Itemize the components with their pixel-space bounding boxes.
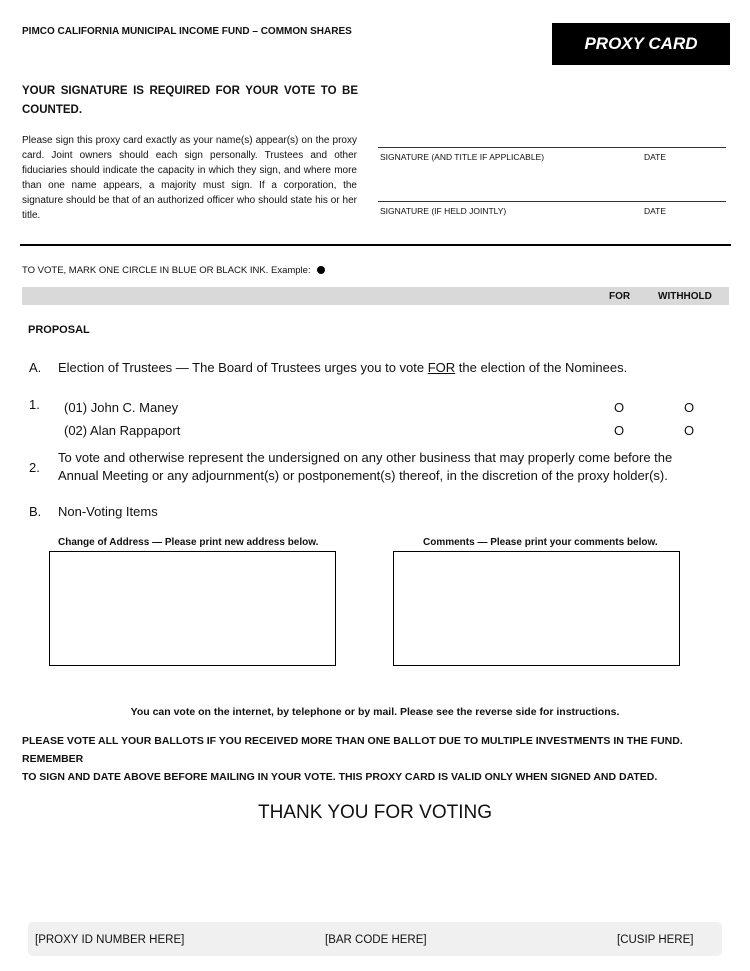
item-a-text-pre: Election of Trustees — The Board of Trustees urges you to vote <box>58 360 428 375</box>
nominee-2-for-circle[interactable]: O <box>614 423 625 438</box>
item-b-letter: B. <box>29 504 42 519</box>
comments-box[interactable] <box>393 551 680 666</box>
proposal-heading: PROPOSAL <box>28 324 90 336</box>
please-vote-line-1: PLEASE VOTE ALL YOUR BALLOTS IF YOU RECEIVED MORE THAN ONE BALLOT DUE TO MULTIPLE INVESTMENTS IN THE FUND. REMEMBER <box>22 735 683 765</box>
comments-box-label: Comments — Please print your comments below. <box>423 537 658 548</box>
column-withhold: WITHHOLD <box>658 291 712 302</box>
please-vote-notice <box>22 732 728 786</box>
signature-label-2: SIGNATURE (IF HELD JOINTLY) <box>380 206 507 216</box>
nominee-name-1: (01) John C. Maney <box>64 400 179 415</box>
signature-label-1: SIGNATURE (AND TITLE IF APPLICABLE) <box>380 152 545 162</box>
change-of-address-box[interactable] <box>49 551 336 666</box>
section-divider <box>20 244 731 246</box>
nominee-1-withhold-circle[interactable]: O <box>684 400 695 415</box>
nominee-1-for-circle[interactable]: O <box>614 400 625 415</box>
item-2-number: 2. <box>29 460 40 475</box>
item-a-text <box>58 360 627 375</box>
item-b-text: Non-Voting Items <box>58 504 158 519</box>
filled-circle-example-icon <box>317 266 325 274</box>
signature-line-1[interactable] <box>378 147 726 148</box>
nominee-2-withhold-circle[interactable]: O <box>684 423 695 438</box>
cusip-placeholder: [CUSIP HERE] <box>617 934 694 946</box>
please-vote-line-2: TO SIGN AND DATE ABOVE BEFORE MAILING IN YOUR VOTE. THIS PROXY CARD IS VALID ONLY WHEN SIGNED AND DATED. <box>22 771 658 783</box>
item-a-letter: A. <box>29 360 42 375</box>
proxy-card-title: PROXY CARD <box>552 23 730 65</box>
date-label-1: DATE <box>644 152 667 162</box>
vote-methods-note: You can vote on the internet, by telephone or by mail. Please see the reverse side for instructions. <box>130 706 620 718</box>
column-for: FOR <box>609 291 631 302</box>
item-1-number: 1. <box>29 397 40 412</box>
item-a-text-post: the election of the Nominees. <box>455 360 628 375</box>
mark-instruction <box>22 265 325 276</box>
item-2-line-1: To vote and otherwise represent the undersigned on any other business that may properly come before the <box>58 450 673 465</box>
item-a-text-for: FOR <box>427 360 456 375</box>
thank-you-message: THANK YOU FOR VOTING <box>257 802 492 823</box>
date-label-2: DATE <box>644 206 667 216</box>
signing-instructions: Please sign this proxy card exactly as your name(s) appear(s) on the proxy card. Joint owners should each sign personally. Trustees and other fiduciaries should indicate the capacity in which they sign, and where more than one name appears, a majority must sign. If a corporation, the signature should be that of an authorized officer who should state his or her title. <box>22 135 357 221</box>
fund-name: PIMCO CALIFORNIA MUNICIPAL INCOME FUND – COMMON SHARES <box>22 26 352 37</box>
item-2-line-2: Annual Meeting or any adjournment(s) or postponement(s) thereof, in the discretion of the proxy holder(s). <box>58 468 668 483</box>
nominee-name-2: (02) Alan Rappaport <box>64 423 181 438</box>
address-box-label: Change of Address — Please print new address below. <box>58 537 319 548</box>
bar-code-placeholder: [BAR CODE HERE] <box>325 934 427 946</box>
signature-line-2[interactable] <box>378 201 726 202</box>
proxy-id-placeholder: [PROXY ID NUMBER HERE] <box>35 934 185 946</box>
signature-required-notice: YOUR SIGNATURE IS REQUIRED FOR YOUR VOTE TO BE COUNTED. <box>22 85 358 116</box>
mark-instruction-text: TO VOTE, MARK ONE CIRCLE IN BLUE OR BLACK INK. Example: <box>22 265 311 276</box>
